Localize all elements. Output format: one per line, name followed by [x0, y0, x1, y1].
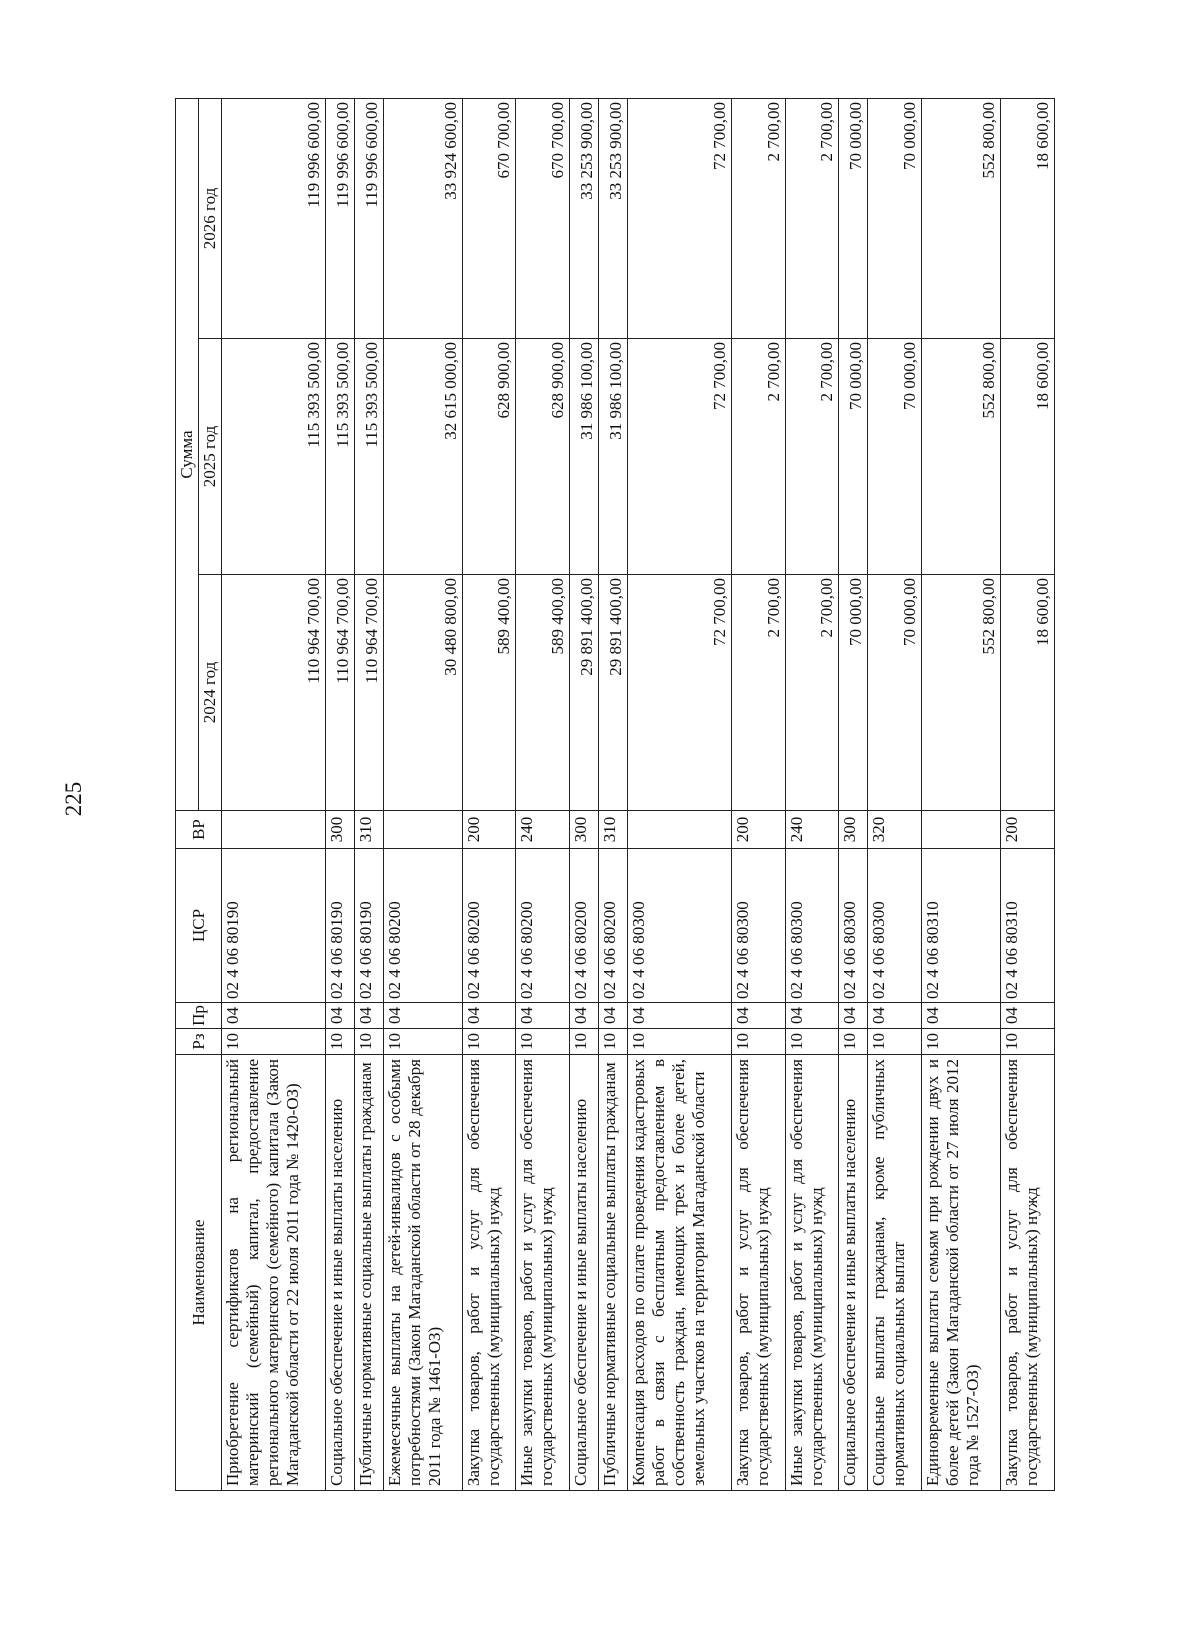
budget-table [175, 98, 1055, 1491]
row-vr: 300 [570, 811, 599, 849]
row-amount-2024: 110 964 700,00 [222, 575, 326, 811]
row-amount-2026: 33 253 900,00 [599, 98, 628, 338]
row-amount-2024: 70 000,00 [868, 575, 922, 811]
row-pr: 04 [922, 1003, 1001, 1029]
row-csr: 02 4 06 80200 [383, 849, 462, 1003]
table-row [627, 98, 731, 1490]
header-year-2025: 2025 год [199, 339, 222, 575]
table-row [868, 98, 922, 1490]
row-amount-2026: 72 700,00 [627, 98, 731, 338]
row-amount-2026: 670 700,00 [516, 98, 570, 338]
row-pr: 04 [383, 1003, 462, 1029]
table-row [354, 98, 383, 1490]
row-amount-2026: 119 996 600,00 [222, 98, 326, 338]
header-vr: ВР [176, 811, 222, 849]
row-amount-2026: 70 000,00 [868, 98, 922, 338]
row-name: Социальное обеспечение и иные выплаты населению [839, 1055, 868, 1491]
row-name: Иные закупки товаров, работ и услуг для обеспечения государственных (муниципальных) нужд [516, 1055, 570, 1491]
row-csr: 02 4 06 80190 [222, 849, 326, 1003]
row-amount-2025: 552 800,00 [922, 339, 1001, 575]
row-name: Компенсация расходов по оплате проведения кадастровых работ в связи с бесплатным предоставлением в собственность граждан, имеющих трех и более детей, земельных участков на территории Магаданской области [627, 1055, 731, 1491]
header-sum: Сумма [176, 98, 199, 810]
table-row [839, 98, 868, 1490]
row-rz: 10 [599, 1029, 628, 1055]
row-rz: 10 [326, 1029, 355, 1055]
row-amount-2026: 119 996 600,00 [354, 98, 383, 338]
row-amount-2026: 33 253 900,00 [570, 98, 599, 338]
header-csr: ЦСР [176, 849, 222, 1003]
row-rz: 10 [354, 1029, 383, 1055]
row-pr: 04 [516, 1003, 570, 1029]
table-row [570, 98, 599, 1490]
header-year-2024: 2024 год [199, 575, 222, 811]
row-amount-2024: 72 700,00 [627, 575, 731, 811]
row-rz: 10 [516, 1029, 570, 1055]
row-amount-2024: 552 800,00 [922, 575, 1001, 811]
row-vr: 200 [1001, 811, 1055, 849]
row-vr: 240 [516, 811, 570, 849]
row-amount-2024: 70 000,00 [839, 575, 868, 811]
row-amount-2024: 589 400,00 [516, 575, 570, 811]
row-amount-2026: 18 600,00 [1001, 98, 1055, 338]
row-vr [383, 811, 462, 849]
row-pr: 04 [839, 1003, 868, 1029]
table-row [599, 98, 628, 1490]
row-pr: 04 [462, 1003, 516, 1029]
row-amount-2025: 2 700,00 [731, 339, 785, 575]
table-row [785, 98, 839, 1490]
row-pr: 04 [627, 1003, 731, 1029]
row-vr: 200 [462, 811, 516, 849]
row-vr: 310 [599, 811, 628, 849]
row-vr: 320 [868, 811, 922, 849]
table-body [222, 98, 1055, 1490]
row-name: Социальное обеспечение и иные выплаты населению [326, 1055, 355, 1491]
row-pr: 04 [326, 1003, 355, 1029]
row-amount-2025: 2 700,00 [785, 339, 839, 575]
row-csr: 02 4 06 80300 [785, 849, 839, 1003]
row-name: Публичные нормативные социальные выплаты гражданам [354, 1055, 383, 1491]
row-amount-2025: 31 986 100,00 [599, 339, 628, 575]
row-csr: 02 4 06 80200 [462, 849, 516, 1003]
row-csr: 02 4 06 80300 [627, 849, 731, 1003]
row-name: Приобретение сертификатов на региональный материнский (семейный) капитал, предоставление регионального материнского (семейного) капитала (Закон Магаданской области от 22 июля 2011 года № 1420-ОЗ) [222, 1055, 326, 1491]
row-amount-2024: 30 480 800,00 [383, 575, 462, 811]
row-pr: 04 [599, 1003, 628, 1029]
row-rz: 10 [868, 1029, 922, 1055]
row-csr: 02 4 06 80200 [570, 849, 599, 1003]
row-amount-2025: 115 393 500,00 [354, 339, 383, 575]
row-name: Ежемесячные выплаты на детей-инвалидов с особыми потребностями (Закон Магаданской области от 28 декабря 2011 года № 1461-ОЗ) [383, 1055, 462, 1491]
row-amount-2025: 70 000,00 [839, 339, 868, 575]
row-vr: 300 [839, 811, 868, 849]
row-vr [222, 811, 326, 849]
row-name: Закупка товаров, работ и услуг для обеспечения государственных (муниципальных) нужд [462, 1055, 516, 1491]
row-rz: 10 [570, 1029, 599, 1055]
row-amount-2026: 119 996 600,00 [326, 98, 355, 338]
row-amount-2025: 628 900,00 [462, 339, 516, 575]
row-amount-2026: 2 700,00 [731, 98, 785, 338]
row-csr: 02 4 06 80200 [516, 849, 570, 1003]
row-amount-2024: 29 891 400,00 [599, 575, 628, 811]
row-amount-2025: 72 700,00 [627, 339, 731, 575]
table-row [462, 98, 516, 1490]
row-amount-2025: 32 615 000,00 [383, 339, 462, 575]
row-vr: 200 [731, 811, 785, 849]
row-amount-2026: 552 800,00 [922, 98, 1001, 338]
row-name: Иные закупки товаров, работ и услуг для обеспечения государственных (муниципальных) нужд [785, 1055, 839, 1491]
row-rz: 10 [222, 1029, 326, 1055]
row-amount-2026: 70 000,00 [839, 98, 868, 338]
row-name: Социальное обеспечение и иные выплаты населению [570, 1055, 599, 1491]
header-year-2026: 2026 год [199, 98, 222, 338]
row-csr: 02 4 06 80190 [354, 849, 383, 1003]
row-pr: 04 [354, 1003, 383, 1029]
page-number: 225 [61, 781, 86, 817]
row-amount-2024: 2 700,00 [731, 575, 785, 811]
table-row [222, 98, 326, 1490]
row-csr: 02 4 06 80190 [326, 849, 355, 1003]
row-vr: 300 [326, 811, 355, 849]
row-csr: 02 4 06 80310 [922, 849, 1001, 1003]
row-amount-2025: 115 393 500,00 [326, 339, 355, 575]
table-row [1001, 98, 1055, 1490]
row-amount-2024: 29 891 400,00 [570, 575, 599, 811]
row-name: Закупка товаров, работ и услуг для обеспечения государственных (муниципальных) нужд [731, 1055, 785, 1491]
row-amount-2024: 110 964 700,00 [326, 575, 355, 811]
row-rz: 10 [839, 1029, 868, 1055]
table-row [731, 98, 785, 1490]
row-name: Закупка товаров, работ и услуг для обеспечения государственных (муниципальных) нужд [1001, 1055, 1055, 1491]
table-row [516, 98, 570, 1490]
row-amount-2025: 115 393 500,00 [222, 339, 326, 575]
row-rz: 10 [1001, 1029, 1055, 1055]
row-csr: 02 4 06 80300 [839, 849, 868, 1003]
row-pr: 04 [222, 1003, 326, 1029]
row-rz: 10 [731, 1029, 785, 1055]
row-vr: 310 [354, 811, 383, 849]
row-pr: 04 [570, 1003, 599, 1029]
row-amount-2024: 110 964 700,00 [354, 575, 383, 811]
row-amount-2024: 2 700,00 [785, 575, 839, 811]
row-rz: 10 [627, 1029, 731, 1055]
header-name: Наименование [176, 1055, 222, 1491]
row-csr: 02 4 06 80310 [1001, 849, 1055, 1003]
row-pr: 04 [1001, 1003, 1055, 1029]
row-rz: 10 [922, 1029, 1001, 1055]
row-name: Публичные нормативные социальные выплаты гражданам [599, 1055, 628, 1491]
row-name: Социальные выплаты гражданам, кроме публичных нормативных социальных выплат [868, 1055, 922, 1491]
row-rz: 10 [383, 1029, 462, 1055]
row-csr: 02 4 06 80300 [868, 849, 922, 1003]
row-pr: 04 [785, 1003, 839, 1029]
row-amount-2024: 18 600,00 [1001, 575, 1055, 811]
table-row [326, 98, 355, 1490]
row-rz: 10 [462, 1029, 516, 1055]
rotated-table-container [175, 99, 1055, 1491]
row-amount-2025: 70 000,00 [868, 339, 922, 575]
row-rz: 10 [785, 1029, 839, 1055]
row-pr: 04 [731, 1003, 785, 1029]
row-amount-2026: 33 924 600,00 [383, 98, 462, 338]
row-vr [922, 811, 1001, 849]
row-name: Единовременные выплаты семьям при рождении двух и более детей (Закон Магаданской области от 27 июля 2012 года № 1527-ОЗ) [922, 1055, 1001, 1491]
table-row [383, 98, 462, 1490]
row-amount-2024: 589 400,00 [462, 575, 516, 811]
row-pr: 04 [868, 1003, 922, 1029]
row-vr: 240 [785, 811, 839, 849]
row-csr: 02 4 06 80300 [731, 849, 785, 1003]
row-csr: 02 4 06 80200 [599, 849, 628, 1003]
header-pr: Пр [176, 1003, 222, 1029]
table-header [176, 98, 222, 1490]
row-amount-2026: 670 700,00 [462, 98, 516, 338]
row-amount-2025: 18 600,00 [1001, 339, 1055, 575]
row-amount-2025: 628 900,00 [516, 339, 570, 575]
row-amount-2025: 31 986 100,00 [570, 339, 599, 575]
row-amount-2026: 2 700,00 [785, 98, 839, 338]
table-row [922, 98, 1001, 1490]
row-vr [627, 811, 731, 849]
header-rz: Рз [176, 1029, 222, 1055]
